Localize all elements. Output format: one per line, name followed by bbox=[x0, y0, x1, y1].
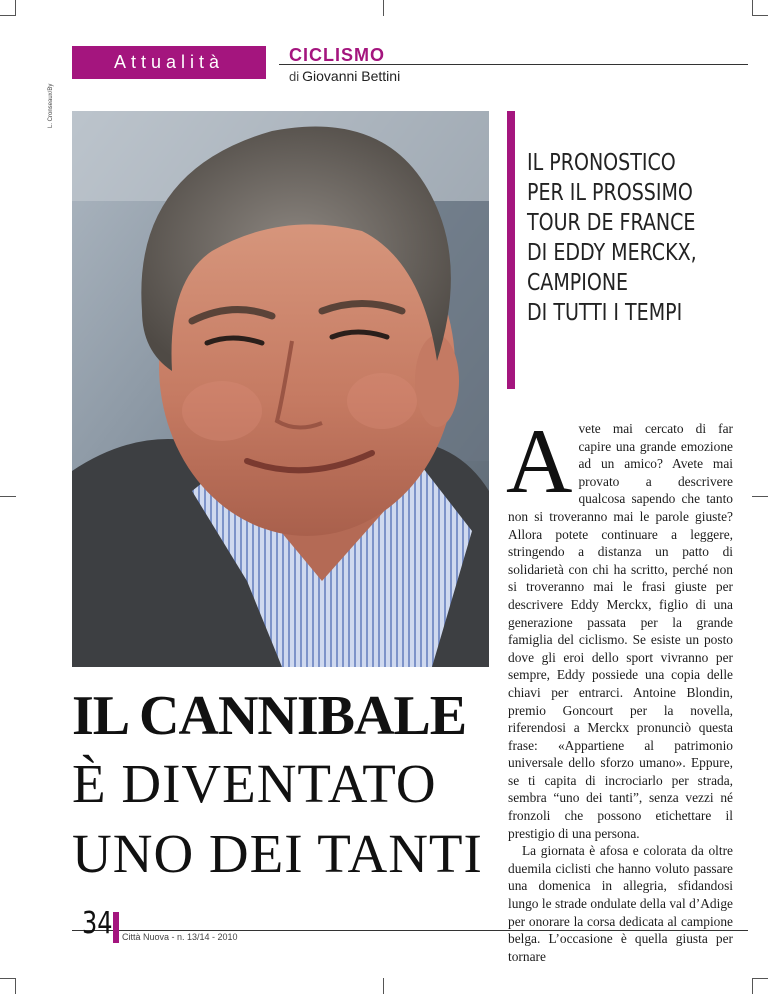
crop-mark bbox=[15, 978, 16, 994]
byline bbox=[289, 68, 400, 84]
subtitle-line: DI EDDY MERCKX, bbox=[527, 240, 697, 266]
crop-mark bbox=[15, 0, 16, 16]
crop-mark bbox=[752, 978, 768, 979]
photo-credit: L. Cronseaux/By bbox=[48, 83, 54, 128]
footer-rule bbox=[72, 930, 748, 931]
article-paragraph: La giornata è afosa e colorata da oltre duemila ciclisti che hanno voluto passare una domenica in allegria, sfidandosi lungo le strade ondulate della val d’Adige per onorare la corsa dedicata al campione belga. L’occasione è quella giusta per tornare bbox=[508, 843, 733, 964]
crop-mark bbox=[0, 15, 16, 16]
article-body bbox=[506, 410, 733, 965]
crop-mark bbox=[0, 496, 16, 497]
headline-line-1: IL CANNIBALE bbox=[72, 685, 467, 747]
subtitle-line: CAMPIONE bbox=[527, 270, 629, 296]
headline bbox=[72, 683, 487, 889]
issue-info: Città Nuova - n. 13/14 - 2010 bbox=[122, 932, 238, 942]
author-name: Giovanni Bettini bbox=[302, 68, 401, 84]
subtitle-line: TOUR DE FRANCE bbox=[527, 210, 696, 236]
article-paragraph: vete mai cercato di far capire una grande emozione ad un amico? Avete mai provato a descrivere qualcosa sapendo che tanto non si troveranno mai le parole giuste? Allora potete continuare a leggere, stringendo a distanza un patto di solidarietà con chi ha scritto, perché non si troveranno mai le frasi giuste per descrivere Eddy Merckx, figlio di una generazione passata per la grande famiglia del ciclismo. Se esiste un posto dove gli eroi dello sport vivranno per sempre, Eddy possiede una copia delle chiavi per entrarci. Antoine Blondin, premio Goncourt per la novella, riferendosi a Merckx pronunciò questa frase: «Appartiene al patrimonio universale dello sforzo umano». Eppure, se ti capita di incrociarlo per strada, sembra “uno dei tanti”, senza vezzi né fronzoli che possono etichettare il prestigio di una persona. bbox=[508, 421, 733, 841]
byline-prefix: di bbox=[289, 69, 300, 84]
portrait-photo bbox=[72, 111, 489, 667]
drop-cap: A bbox=[506, 410, 573, 512]
subtitle-accent-bar bbox=[507, 111, 515, 389]
crop-mark bbox=[383, 978, 384, 994]
crop-mark bbox=[0, 978, 16, 979]
footer-accent-bar bbox=[113, 912, 119, 943]
subtitle-line: PER IL PROSSIMO bbox=[527, 180, 693, 206]
crop-mark bbox=[752, 15, 768, 16]
subtitle bbox=[527, 148, 720, 328]
crop-mark bbox=[752, 978, 753, 994]
crop-mark bbox=[752, 0, 753, 16]
headline-line-2: È DIVENTATO bbox=[72, 753, 437, 814]
crop-mark bbox=[383, 0, 384, 16]
section-tag: Attualità bbox=[72, 46, 266, 79]
subtitle-line: DI TUTTI I TEMPI bbox=[527, 300, 683, 326]
subtitle-line: IL PRONOSTICO bbox=[527, 150, 676, 176]
portrait-illustration bbox=[72, 111, 489, 667]
headline-line-3: UNO DEI TANTI bbox=[72, 823, 483, 884]
crop-mark bbox=[752, 496, 768, 497]
category-label: CICLISMO bbox=[289, 45, 385, 65]
page-number: 34 bbox=[82, 906, 113, 941]
